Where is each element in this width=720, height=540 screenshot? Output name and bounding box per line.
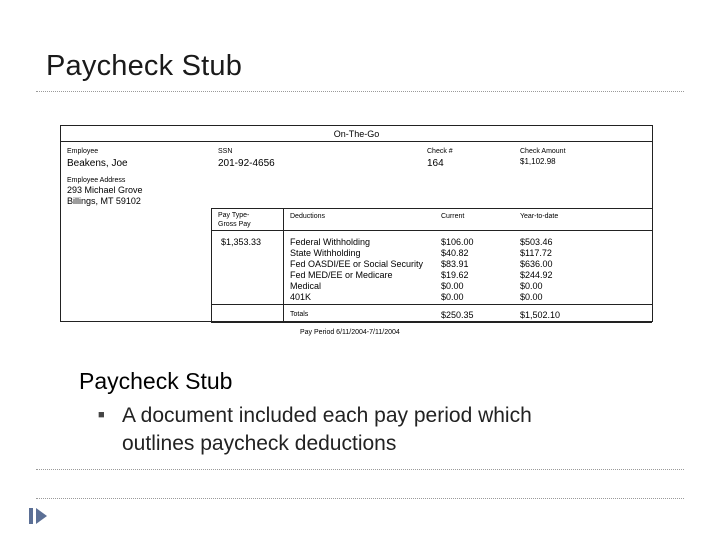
deduction-name: Federal Withholding bbox=[290, 237, 371, 247]
deduction-current-values bbox=[441, 237, 474, 303]
deduction-ytd: $244.92 bbox=[520, 270, 553, 280]
totals-label: Totals bbox=[290, 311, 309, 318]
deduction-current: $0.00 bbox=[441, 281, 464, 291]
deduction-current: $19.62 bbox=[441, 270, 469, 280]
pay-type-label-line1: Pay Type- bbox=[218, 212, 250, 219]
ytd-header: Year-to-date bbox=[520, 213, 559, 220]
deduction-current: $106.00 bbox=[441, 237, 474, 247]
pay-type-label-line2: Gross Pay bbox=[218, 221, 251, 228]
address-line-2: Billings, MT 59102 bbox=[67, 196, 141, 206]
deduction-current: $0.00 bbox=[441, 292, 464, 302]
ssn-label: SSN bbox=[218, 148, 233, 155]
deduction-names bbox=[290, 237, 423, 303]
deduction-name: 401K bbox=[290, 292, 312, 302]
employee-label: Employee bbox=[67, 148, 99, 155]
totals-current: $250.35 bbox=[441, 310, 474, 320]
company-name: On-The-Go bbox=[333, 129, 380, 139]
current-header: Current bbox=[441, 213, 465, 220]
deductions-header: Deductions bbox=[290, 213, 326, 220]
address-label: Employee Address bbox=[67, 177, 126, 184]
deduction-name: Fed OASDI/EE or Social Security bbox=[290, 259, 424, 269]
deduction-ytd-values bbox=[520, 237, 553, 303]
deduction-current: $83.91 bbox=[441, 259, 469, 269]
deduction-ytd: $0.00 bbox=[520, 281, 543, 291]
ssn-value: 201-92-4656 bbox=[218, 158, 275, 169]
paycheck-stub bbox=[60, 125, 653, 322]
deduction-name: Medical bbox=[290, 281, 322, 291]
stub-header bbox=[61, 126, 652, 142]
square-bullet-icon: ■ bbox=[98, 409, 105, 421]
footer-divider-bottom bbox=[36, 498, 684, 499]
deduction-ytd: $117.72 bbox=[520, 248, 552, 258]
pay-period: Pay Period 6/11/2004-7/11/2004 bbox=[300, 329, 400, 336]
nav-bar-icon bbox=[29, 508, 33, 524]
check-amount-label: Check Amount bbox=[520, 148, 566, 155]
bullet-text: A document included each pay period which outlines paycheck deductions bbox=[122, 404, 532, 455]
slide-title: Paycheck Stub bbox=[46, 50, 243, 82]
deduction-name: Fed MED/EE or Medicare bbox=[290, 270, 393, 280]
address-line-1: 293 Michael Grove bbox=[67, 185, 143, 195]
section-heading: Paycheck Stub bbox=[79, 368, 233, 394]
gross-pay-value: $1,353.33 bbox=[221, 237, 262, 247]
table-header-rule bbox=[211, 230, 652, 231]
table-bottom-rule bbox=[211, 322, 652, 323]
employee-name: Beakens, Joe bbox=[67, 158, 128, 169]
check-number-label: Check # bbox=[427, 148, 453, 155]
title-divider bbox=[36, 91, 684, 92]
next-slide-arrow-icon[interactable] bbox=[36, 508, 47, 524]
check-number-value: 164 bbox=[427, 158, 444, 169]
footer-divider-top bbox=[36, 469, 684, 470]
deduction-ytd: $503.46 bbox=[520, 237, 553, 247]
table-top-rule bbox=[211, 208, 652, 209]
deduction-ytd: $636.00 bbox=[520, 259, 553, 269]
deduction-current: $40.82 bbox=[441, 248, 469, 258]
deduction-name: State Withholding bbox=[290, 248, 361, 258]
deduction-ytd: $0.00 bbox=[520, 292, 543, 302]
totals-ytd: $1,502.10 bbox=[520, 310, 561, 320]
table-totals-rule bbox=[211, 304, 652, 305]
check-amount-value: $1,102.98 bbox=[520, 157, 556, 166]
